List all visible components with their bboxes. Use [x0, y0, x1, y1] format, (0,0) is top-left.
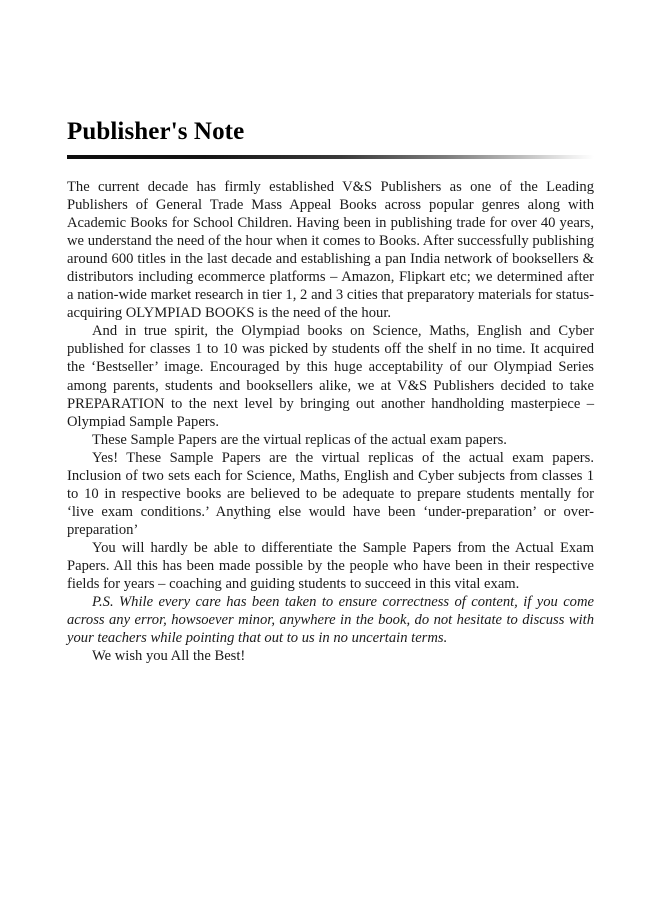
paragraph: And in true spirit, the Olympiad books on Science, Maths, English and Cyber published for classes 1 to 10 was picked by students off the shelf in no time. It acquired the ‘Bestseller’ image. Encouraged by this huge acceptability of our Olympiad Series among parents, students and booksellers alike, we at V&S Publishers decided to take PREPARATION to the next level by bringing out another handholding masterpiece – Olympiad Sample Papers. — [67, 323, 594, 430]
note-content — [67, 118, 594, 665]
paragraph: You will hardly be able to differentiate the Sample Papers from the Actual Exam Papers. All this has been made possible by the people who have been in their respective fields for years – coaching and guiding students to succeed in this vital exam. — [67, 539, 594, 593]
paragraph-postscript: P.S. While every care has been taken to ensure correctness of content, if you come across any error, howsoever minor, anywhere in the book, do not hesitate to discuss with your teachers while pointing that out to us in no uncertain terms. — [67, 594, 594, 647]
paragraph: These Sample Papers are the virtual replicas of the actual exam papers. — [92, 431, 507, 448]
note-body — [67, 178, 594, 665]
title-underline-rule — [67, 155, 594, 159]
paragraph-closing: We wish you All the Best! — [92, 648, 246, 665]
page-title: Publisher's Note — [67, 118, 245, 145]
paragraph: Yes! These Sample Papers are the virtual replicas of the actual exam papers. Inclusion of two sets each for Science, Maths, English and Cyber subjects from classes 1 to 10 in respective books are believed to be adequate to prepare students mentally for ‘live exam conditions.’ Anything else would have been ‘under-preparation’ or over-preparation’ — [67, 449, 594, 538]
paragraph: The current decade has firmly established V&S Publishers as one of the Leading Publishers of General Trade Mass Appeal Books across popular genres along with Academic Books for School Children. Having been in publishing trade for over 40 years, we understand the need of the hour when it comes to Books. After successfully publishing around 600 titles in the last decade and establishing a pan India network of booksellers & distributors including ecommerce platforms – Amazon, Flipkart etc; we determined after a nation-wide market research in tier 1, 2 and 3 cities that preparatory materials for status-acquiring OLYMPIAD BOOKS is the need of the hour. — [67, 179, 594, 322]
